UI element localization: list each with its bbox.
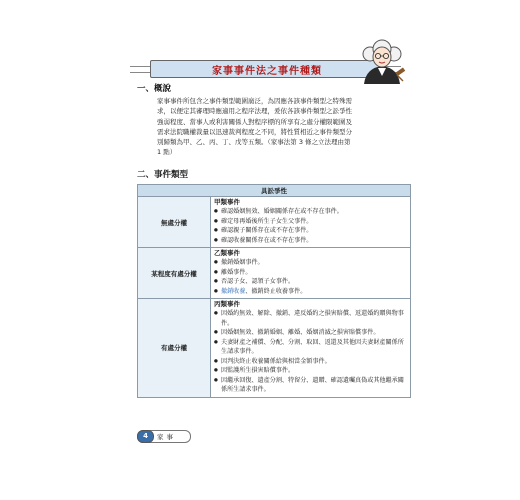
case-item-text: 撤銷婚姻事件。 xyxy=(221,259,264,266)
case-items-cell xyxy=(211,197,411,248)
case-item-text: 確認親子關係存在或不存在事件。 xyxy=(221,227,313,234)
case-item-text: 因繼承回復、遺產分割、特留分、遺贈、確認遺囑真偽或其他繼承關係所生請求事件。 xyxy=(221,376,404,393)
case-items-cell xyxy=(211,248,411,299)
page-number: 4 xyxy=(137,430,154,443)
case-item xyxy=(214,376,407,395)
case-item xyxy=(214,357,407,367)
table-row xyxy=(138,299,411,398)
case-item xyxy=(214,366,407,376)
category-cell: 有處分權 xyxy=(138,299,211,398)
case-item xyxy=(214,268,407,278)
case-item xyxy=(214,207,407,217)
case-item xyxy=(214,309,407,328)
case-group-title: 丙類事件 xyxy=(214,300,240,308)
overview-paragraph xyxy=(157,96,413,158)
section-heading-case-types: 二、事件類型 xyxy=(137,170,189,180)
case-items-cell xyxy=(211,299,411,398)
table-header-row xyxy=(138,185,411,197)
table-row xyxy=(138,197,411,248)
case-item-text: 因婚姻無效、撤銷婚姻、離婚、婚姻消滅之損害賠償事件。 xyxy=(221,329,380,336)
paragraph-line: 求，以便定其審理時應適用之程序法理，爰依各該事件類型之訟爭性 xyxy=(157,107,352,116)
case-item xyxy=(214,258,407,268)
header-decoration-left xyxy=(130,66,150,73)
case-item xyxy=(214,287,407,297)
case-type-table xyxy=(137,184,411,398)
case-item-text: 離婚事件。 xyxy=(221,268,252,276)
case-item xyxy=(214,277,407,287)
case-item xyxy=(214,217,407,227)
section-heading-overview: 一、概說 xyxy=(137,84,172,94)
case-item-text: 因婚約無效、解除、撤銷、違反婚約之損害賠償、返還婚約贈與物事件。 xyxy=(221,310,404,327)
case-item xyxy=(214,328,407,338)
case-group-title: 甲類事件 xyxy=(214,198,240,206)
case-item-text: 確認婚姻無效、婚姻關係存在或不存在事件。 xyxy=(221,208,343,215)
case-item-text: 否認子女、認領子女事件。 xyxy=(221,278,295,285)
judge-mascot-illustration xyxy=(356,38,408,84)
case-item-text: 因監護所生損害賠償事件。 xyxy=(221,367,295,374)
case-item xyxy=(214,236,407,246)
paragraph-line: 別歸類為甲、乙、丙、丁、戊等五類。（家事法第 3 條之立法理由第 xyxy=(157,138,351,147)
case-item-text: 因判決終止收養關係給與相當金額事件。 xyxy=(221,357,331,365)
paragraph-line: 1 點） xyxy=(157,148,177,157)
paragraph-line: 強弱程度、當事人或利害關係人對程序標的所享有之處分權限範圍及 xyxy=(157,117,352,126)
highlighted-term: 撤銷收養 xyxy=(221,287,246,295)
chapter-title: 家事事件法之事件種類 xyxy=(212,66,322,77)
page-footer-badge xyxy=(137,430,191,443)
case-item-text: 、撤銷終止收養事件。 xyxy=(245,287,307,295)
table-header-contentiousness: 具訟爭性 xyxy=(138,185,411,197)
footer-section-label: 家事 xyxy=(157,433,176,441)
category-cell: 無處分權 xyxy=(138,197,211,248)
case-item xyxy=(214,226,407,236)
chapter-header-bar xyxy=(150,60,384,78)
paragraph-line: 家事事件所包含之事件類型範圍廣泛，為因應各該事件類型之特殊需 xyxy=(157,97,352,105)
paragraph-line: 需求法院職權裁量以迅速裁判程度之不同，將性質相近之事件類型分 xyxy=(157,127,352,136)
case-group-title: 乙類事件 xyxy=(214,249,240,257)
case-item xyxy=(214,338,407,357)
case-item-text: 夫妻財產之補償、分配、分割、取回、返還及其他因夫妻財產關係所生請求事件。 xyxy=(221,338,404,355)
case-item-text: 確認收養關係存在或不存在事件。 xyxy=(221,236,313,244)
table-row xyxy=(138,248,411,299)
category-cell: 某程度有處分權 xyxy=(138,248,211,299)
case-item-text: 確定母再婚後所生子女生父事件。 xyxy=(221,217,313,225)
